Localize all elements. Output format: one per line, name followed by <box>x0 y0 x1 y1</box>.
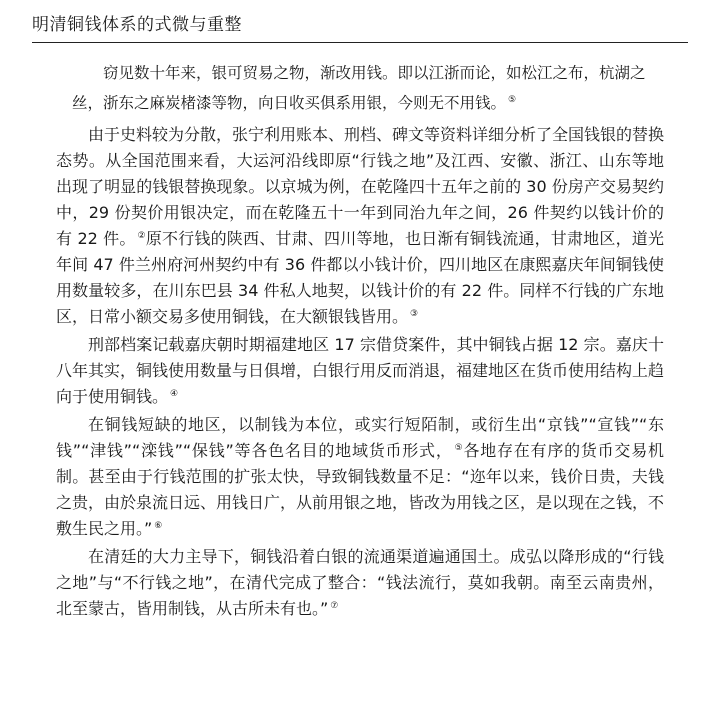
paragraph-text: 刑部档案记载嘉庆朝时期福建地区 17 宗借贷案件，其中铜钱占据 12 宗。嘉庆十八年其实，铜钱使用数量与日俱增，白银行用反而消退，福建地区在货币使用结构上趋向于使用铜钱。 <box>56 335 665 406</box>
quote-text: 窃见数十年来，银可贸易之物，渐改用钱。即以江浙而论，如松江之布，杭湖之丝，浙东之麻炭楮漆等物，向日收买俱系用银，今则无不用钱。 <box>72 64 646 112</box>
paragraph-text: 各地存在有序的货币交易机制。甚至由于行钱范围的扩张太快，导致铜钱数量不足：“迩年以来，钱价日贵，夫钱之贵，由於泉流日远、用钱日广，从前用银之地，皆改为用钱之区，是以现在之钱，不敷生民之用。” <box>56 441 665 538</box>
paragraph-text: 在铜钱短缺的地区，以制钱为本位，或实行短陌制，或衍生出“京钱”“宣钱”“东钱”“津钱”“滦钱”“保钱”等各色名目的地域货币形式， <box>56 415 664 460</box>
page-body <box>56 58 664 622</box>
footnote-marker: ② <box>137 230 146 241</box>
footnote-marker: ⑤ <box>508 94 517 105</box>
paragraph <box>56 122 664 330</box>
paragraph <box>56 332 664 410</box>
paragraph-text: 由于史料较为分散，张宁利用账本、刑档、碑文等资料详细分析了全国钱银的替换态势。从全国范围来看，大运河沿线即原“行钱之地”及江西、安徽、浙江、山东等地出现了明显的钱银替换现象。以京城为例，在乾隆四十五年之前的 30 份房产交易契约中，29 份契价用银决定，而在乾隆五十一年到同治九年之间，26 件契约以钱计价的有 22 件。 <box>56 125 665 248</box>
footnote-marker: ⑤ <box>454 442 464 453</box>
paragraph-text: 原不行钱的陕西、甘肃、四川等地，也日渐有铜钱流通，甘肃地区，道光年间 47 件兰州府河州契约中有 36 件都以小钱计价，四川地区在康熙嘉庆年间铜钱使用数量较多，在川东巴县 34 件私人地契，以钱计价的有 22 件。同样不行钱的广东地区，日常小额交易多使用铜钱，在大额银钱皆用。 <box>56 229 664 326</box>
footnote-marker: ⑦ <box>330 600 339 611</box>
paragraph-text: 在清廷的大力主导下，铜钱沿着白银的流通渠道遍通国土。成弘以降形成的“行钱之地”与“不行钱之地”，在清代完成了整合：“钱法流行，莫如我朝。南至云南贵州，北至蒙古，皆用制钱，从古所未有也。” <box>56 547 664 618</box>
paragraph <box>56 412 664 542</box>
running-header <box>32 10 688 43</box>
footnote-marker: ⑥ <box>154 520 163 531</box>
footnote-marker: ③ <box>410 308 419 319</box>
paragraph <box>56 544 664 622</box>
header-title: 明清铜钱体系的式微与重整 <box>32 15 242 35</box>
footnote-marker: ④ <box>170 388 179 399</box>
block-quote <box>56 58 664 118</box>
